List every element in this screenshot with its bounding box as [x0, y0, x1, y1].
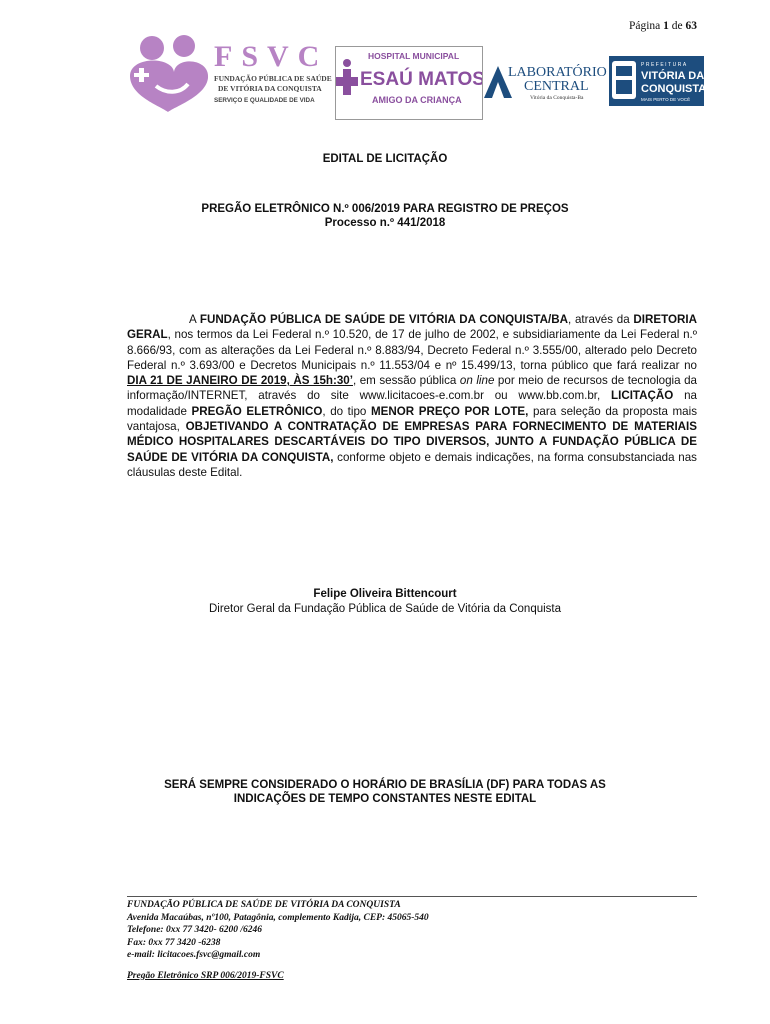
- footer-email: e-mail: licitacoes.fsvc@gmail.com: [127, 950, 261, 960]
- svg-text:Vitória da Conquista-Ba: Vitória da Conquista-Ba: [530, 95, 584, 101]
- svg-text:DE VITÓRIA DA CONQUISTA: DE VITÓRIA DA CONQUISTA: [218, 84, 322, 93]
- page-number-sep: de: [671, 20, 683, 32]
- document-subtitle: [0, 202, 770, 230]
- laboratorio-triangle-icon: [482, 56, 607, 111]
- body-bold: PREGÃO ELETRÔNICO: [191, 404, 323, 418]
- body-text: para seleção da proposta mais vantajosa,: [127, 404, 697, 434]
- body-text: na modalidade: [127, 389, 697, 418]
- subtitle-processo: Processo n.º 441/2018: [324, 217, 446, 229]
- body-bold: FUNDAÇÃO PÚBLICA DE SAÚDE DE VITÓRIA DA CONQUISTA/BA: [199, 313, 568, 326]
- svg-text:AMIGO DA CRIANÇA: AMIGO DA CRIANÇA: [372, 95, 462, 105]
- notice-line: SERÁ SEMPRE CONSIDERADO O HORÁRIO DE BRASÍLIA (DF) PARA TODAS AS: [164, 779, 606, 791]
- body-text: , em sessão pública: [352, 374, 460, 388]
- footer-org: FUNDAÇÃO PÚBLICA DE SAÚDE DE VITÓRIA DA CONQUISTA: [127, 900, 401, 910]
- body-italic: on line: [459, 374, 495, 388]
- footer-reference: Pregão Eletrônico SRP 006/2019-FSVC: [127, 970, 284, 981]
- body-text: A: [189, 313, 200, 326]
- prefeitura-logo: [609, 56, 704, 106]
- notice-line: INDICAÇÕES DE TEMPO CONSTANTES NESTE EDITAL: [233, 793, 537, 805]
- svg-text:FSVC: FSVC: [214, 40, 329, 73]
- hospital-cross-icon: [336, 47, 482, 119]
- svg-text:ESAÚ MATOS: ESAÚ MATOS: [360, 69, 482, 90]
- session-date: DIA 21 DE JANEIRO DE 2019, ÀS 15h:30’: [127, 374, 353, 388]
- signatory-role: Diretor Geral da Fundação Pública de Saúde de Vitória da Conquista: [208, 603, 562, 615]
- body-text: , através da: [568, 313, 634, 326]
- prefeitura-crest-icon: [609, 56, 704, 106]
- page-footer: [127, 899, 697, 982]
- svg-text:PREFEITURA: PREFEITURA: [641, 62, 688, 68]
- laboratorio-logo: [482, 56, 607, 111]
- subtitle-pregao: PREGÃO ELETRÔNICO N.º 006/2019 PARA REGISTRO DE PREÇOS: [201, 203, 569, 215]
- document-title: EDITAL DE LICITAÇÃO: [322, 153, 448, 165]
- hospital-logo: [335, 46, 483, 120]
- svg-text:CONQUISTA: CONQUISTA: [641, 83, 704, 95]
- page-number-prefix: Página: [628, 20, 661, 32]
- body-bold: MENOR PREÇO POR LOTE,: [370, 404, 529, 418]
- footer-fax: Fax: 0xx 77 3420 -6238: [127, 937, 221, 948]
- signatory-name: Felipe Oliveira Bittencourt: [313, 588, 457, 600]
- body-text: , nos termos da Lei Federal n.º 10.520, de 17 de julho de 2002, e subsidiariamente da Lei Federal n.º 8.666/93, com as alterações da Lei Federal n.º 8.883/94, Decreto Federal n.º 3.555/00, alterado pelo Decreto Federal n.º 3.693/00 e Decretos Municipais n.º 11.553/04 e nº 15.499/13, torna público que fará realizar no: [127, 328, 697, 372]
- footer-divider: [127, 896, 697, 897]
- footer-phone: Telefone: 0xx 77 3420- 6200 /6246: [127, 925, 263, 935]
- svg-text:VITÓRIA DA: VITÓRIA DA: [641, 70, 704, 82]
- page-number-current: 1: [663, 20, 669, 32]
- svg-text:CENTRAL: CENTRAL: [524, 79, 589, 94]
- page-number-total: 63: [685, 20, 697, 32]
- edital-body-paragraph: [127, 312, 697, 480]
- fsvc-logo: [126, 34, 336, 114]
- svg-text:HOSPITAL MUNICIPAL: HOSPITAL MUNICIPAL: [368, 51, 460, 61]
- svg-text:LABORATÓRIO: LABORATÓRIO: [508, 65, 607, 80]
- fsvc-emblem-icon: [126, 34, 336, 114]
- object-description: OBJETIVANDO A CONTRATAÇÃO DE EMPRESAS PARA FORNECIMENTO DE MATERIAIS MÉDICO HOSPITALARES DESCARTÁVEIS DO TIPO DIVERSOS, JUNTO A FUNDAÇÃO PÚBLICA DE SAÚDE DE VITÓRIA DA CONQUISTA,: [127, 420, 697, 464]
- body-text: por meio de recursos de tecnologia da informação/INTERNET, através do site www.licitacoes-e.com.br ou www.bb.com.br,: [127, 374, 698, 403]
- body-text: conforme objeto e demais indicações, na forma consubstanciada nas cláusulas deste Edital.: [127, 450, 697, 479]
- page-number: [629, 20, 697, 32]
- signature-block: [0, 587, 770, 617]
- body-bold: DIRETORIA GERAL: [127, 313, 697, 342]
- footer-address: Avenida Macaúbas, nº100, Patagônia, complemento Kadija, CEP: 45065-540: [127, 912, 429, 923]
- body-text: , do tipo: [322, 404, 371, 418]
- body-bold: LICITAÇÃO: [611, 389, 674, 403]
- svg-text:MAIS PERTO DE VOCÊ: MAIS PERTO DE VOCÊ: [641, 97, 691, 102]
- time-notice: [0, 778, 770, 806]
- header-logos: [126, 34, 706, 114]
- svg-text:FUNDAÇÃO PÚBLICA DE SAÚDE: FUNDAÇÃO PÚBLICA DE SAÚDE: [214, 74, 332, 83]
- svg-text:SERVIÇO E QUALIDADE DE VIDA: SERVIÇO E QUALIDADE DE VIDA: [214, 97, 315, 104]
